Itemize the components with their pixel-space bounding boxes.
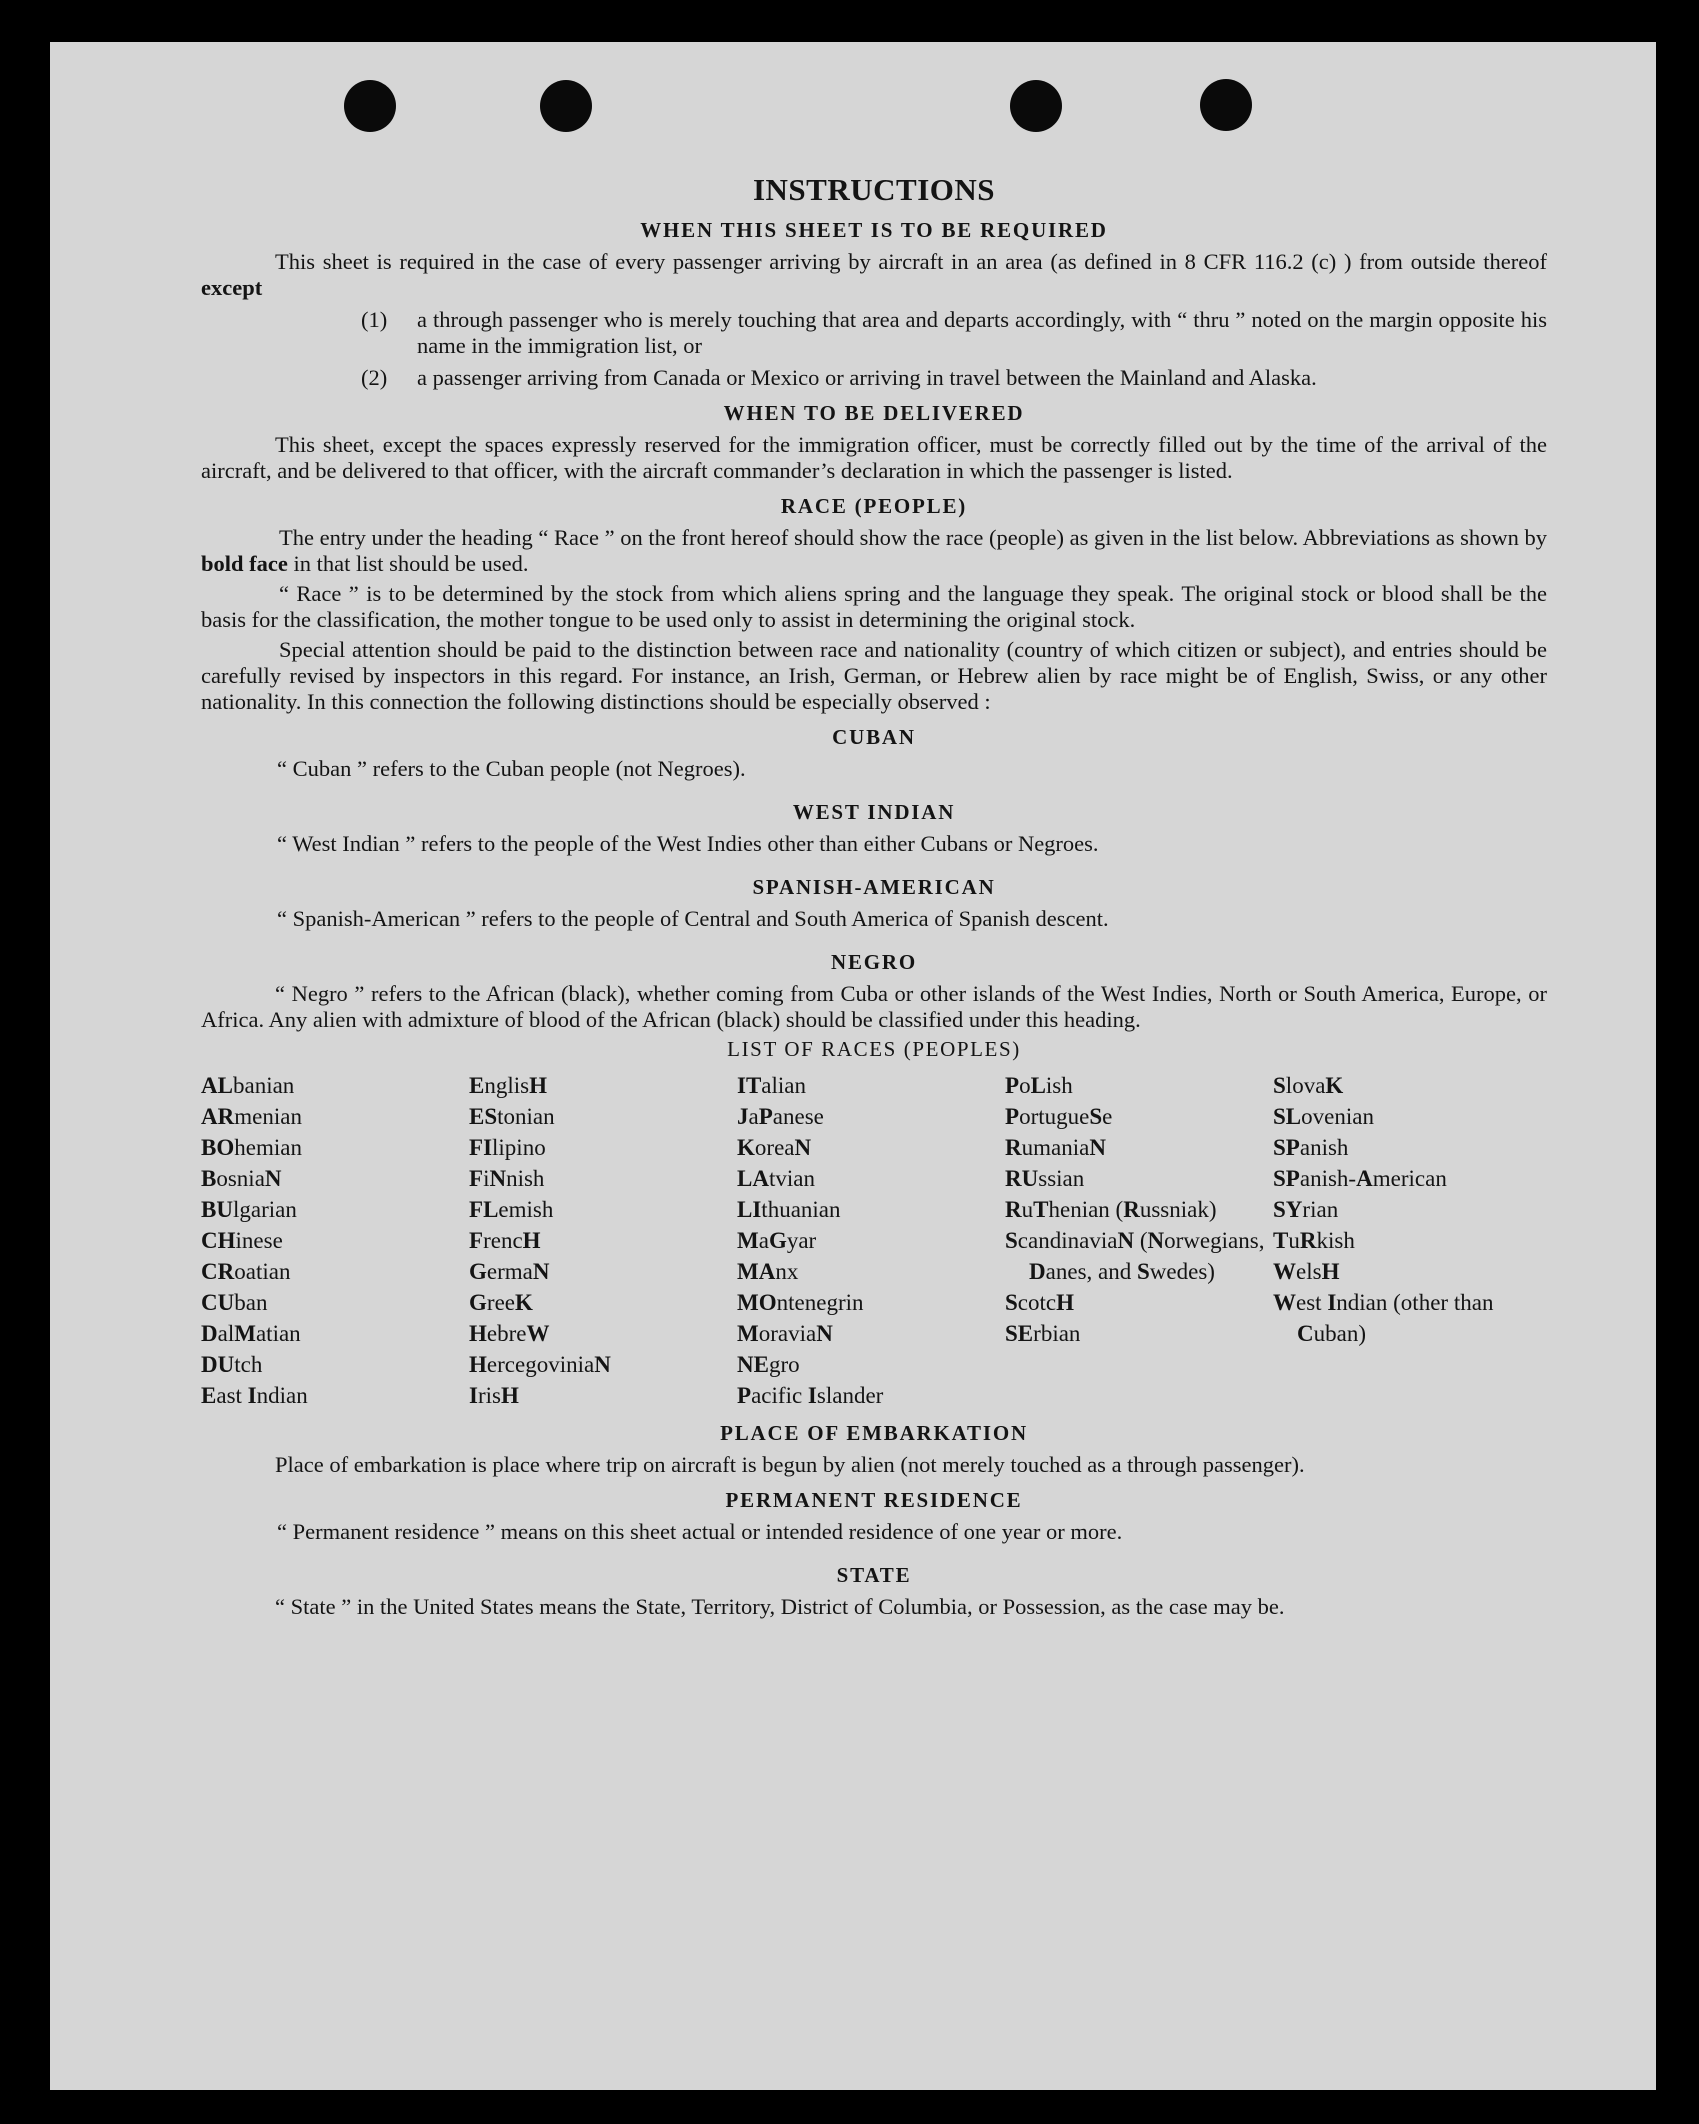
race-item: ARmenian xyxy=(201,1104,302,1129)
paragraph: This sheet is required in the case of every passenger arriving by aircraft in an area (as defined in 8 CFR 116.2 (c) ) from outside thereof except xyxy=(201,249,1547,300)
race-item: HercegoviniaN xyxy=(469,1352,611,1377)
section-heading: PLACE OF EMBARKATION xyxy=(720,1421,1028,1445)
race-item: BUlgarian xyxy=(201,1197,297,1222)
paragraph: Special attention should be paid to the distinction between race and nationality (country of which citizen or subject), and entries should be carefully revised by inspectors in this regard. For instance, an Irish, German, or Hebrew alien by race might be of English, Swiss, or any other nationality. In this connection the following distinctions should be especially observed : xyxy=(201,637,1547,714)
race-item: IrisH xyxy=(469,1383,519,1408)
paragraph: “ State ” in the United States means the State, Territory, District of Columbia, or Possession, as the case may be. xyxy=(275,1594,1285,1619)
section-heading: PERMANENT RESIDENCE xyxy=(725,1488,1023,1512)
race-item: Pacific Islander xyxy=(737,1383,884,1408)
paragraph: The entry under the heading “ Race ” on the front hereof should show the race (people) as given in the list below. Abbreviations as shown by bold face in that list should be used. xyxy=(201,525,1547,576)
race-item: TuRkish xyxy=(1273,1228,1355,1253)
paragraph: “ Race ” is to be determined by the stock from which aliens spring and the language they speak. The original stock or blood shall be the basis for the classification, the mother tongue to be used only to assist in determining the original stock. xyxy=(201,581,1547,632)
race-item: BosniaN xyxy=(201,1166,282,1191)
paragraph: “ Negro ” refers to the African (black), whether coming from Cuba or other islands of the West Indies, North or South America, Europe, or Africa. Any alien with admixture of blood of the African (black) should be classified under this heading. xyxy=(201,981,1547,1032)
race-item: ALbanian xyxy=(201,1073,295,1098)
race-item: FIlipino xyxy=(469,1135,546,1160)
document-page xyxy=(50,42,1656,2090)
race-item: DalMatian xyxy=(201,1321,301,1346)
section-heading: CUBAN xyxy=(832,725,916,749)
definition: “ Permanent residence ” means on this sheet actual or intended residence of one year or more. xyxy=(277,1519,1123,1544)
section-heading: WEST INDIAN xyxy=(792,800,956,824)
race-item: MaGyar xyxy=(737,1228,817,1253)
punch-hole xyxy=(1200,79,1252,131)
race-item: NEgro xyxy=(737,1352,800,1377)
definition: “ Spanish-American ” refers to the people of Central and South America of Spanish descent. xyxy=(277,906,1109,931)
race-item: EnglisH xyxy=(469,1073,547,1098)
race-item: SPanish-American xyxy=(1273,1166,1447,1191)
race-column xyxy=(737,1070,1005,1411)
race-column xyxy=(201,1070,469,1411)
race-item: ITalian xyxy=(737,1073,807,1098)
race-item: CUban xyxy=(201,1290,268,1315)
page-title: INSTRUCTIONS xyxy=(752,172,995,207)
race-item: CHinese xyxy=(201,1228,283,1253)
race-item: ScotcH xyxy=(1005,1290,1075,1315)
race-item: PortugueSe xyxy=(1005,1104,1113,1129)
section-heading: NEGRO xyxy=(830,950,917,974)
punch-hole xyxy=(540,80,592,132)
exception-item: (1) a through passenger who is merely touching that area and departs accordingly, with “ thru ” noted on the margin opposite his name in the immigration list, or xyxy=(361,307,1547,358)
race-column xyxy=(1273,1070,1547,1411)
race-item: JaPanese xyxy=(737,1104,824,1129)
race-item: EStonian xyxy=(469,1104,555,1129)
race-item: LIthuanian xyxy=(737,1197,841,1222)
race-item: CRoatian xyxy=(201,1259,291,1284)
race-item: SLovenian xyxy=(1273,1104,1374,1129)
race-list xyxy=(201,1070,1547,1411)
race-column xyxy=(469,1070,737,1411)
race-item: BOhemian xyxy=(201,1135,302,1160)
race-item: PoLish xyxy=(1005,1073,1073,1098)
instructions-body xyxy=(201,172,1547,1624)
race-item: LAtvian xyxy=(737,1166,815,1191)
definition: “ West Indian ” refers to the people of the West Indies other than either Cubans or Negroes. xyxy=(277,831,1099,856)
race-item: GermaN xyxy=(469,1259,550,1284)
race-item: RUssian xyxy=(1005,1166,1085,1191)
race-item: ScandinaviaN (Norwegians, Danes, and Swedes) xyxy=(1005,1228,1265,1284)
section-heading: SPANISH-AMERICAN xyxy=(752,875,996,899)
race-item: MoraviaN xyxy=(737,1321,833,1346)
section-heading: WHEN THIS SHEET IS TO BE REQUIRED xyxy=(640,218,1108,242)
race-item: East Indian xyxy=(201,1383,308,1408)
race-item: GreeK xyxy=(469,1290,533,1315)
race-item: West Indian (other than Cuban) xyxy=(1273,1290,1494,1346)
paragraph: This sheet, except the spaces expressly reserved for the immigration officer, must be correctly filled out by the time of the arrival of the aircraft, and be delivered to that officer, with the aircraft commander’s declaration in which the passenger is listed. xyxy=(201,432,1547,483)
race-item: FiNnish xyxy=(469,1166,545,1191)
definition: “ Cuban ” refers to the Cuban people (not Negroes). xyxy=(277,756,746,781)
race-item: DUtch xyxy=(201,1352,263,1377)
race-item: HebreW xyxy=(469,1321,550,1346)
section-heading: STATE xyxy=(836,1563,912,1587)
race-item: MOntenegrin xyxy=(737,1290,864,1315)
punch-hole xyxy=(344,80,396,132)
exception-item: (2) a passenger arriving from Canada or Mexico or arriving in travel between the Mainland and Alaska. xyxy=(361,365,1317,390)
race-item: SPanish xyxy=(1273,1135,1349,1160)
section-heading: RACE (PEOPLE) xyxy=(780,494,968,518)
race-item: SErbian xyxy=(1005,1321,1081,1346)
race-item: RumaniaN xyxy=(1005,1135,1106,1160)
section-heading: WHEN TO BE DELIVERED xyxy=(723,401,1025,425)
section-heading: LIST OF RACES (PEOPLES) xyxy=(727,1037,1021,1061)
race-column xyxy=(1005,1070,1273,1411)
race-item: WelsH xyxy=(1273,1259,1340,1284)
race-item: FrencH xyxy=(469,1228,541,1253)
race-item: RuThenian (Russniak) xyxy=(1005,1197,1217,1222)
punch-hole xyxy=(1010,80,1062,132)
race-item: FLemish xyxy=(469,1197,554,1222)
race-item: SlovaK xyxy=(1273,1073,1344,1098)
race-item: KoreaN xyxy=(737,1135,812,1160)
race-item: SYrian xyxy=(1273,1197,1339,1222)
race-item: MAnx xyxy=(737,1259,799,1284)
paragraph: Place of embarkation is place where trip on aircraft is begun by alien (not merely touched as a through passenger). xyxy=(275,1452,1305,1477)
